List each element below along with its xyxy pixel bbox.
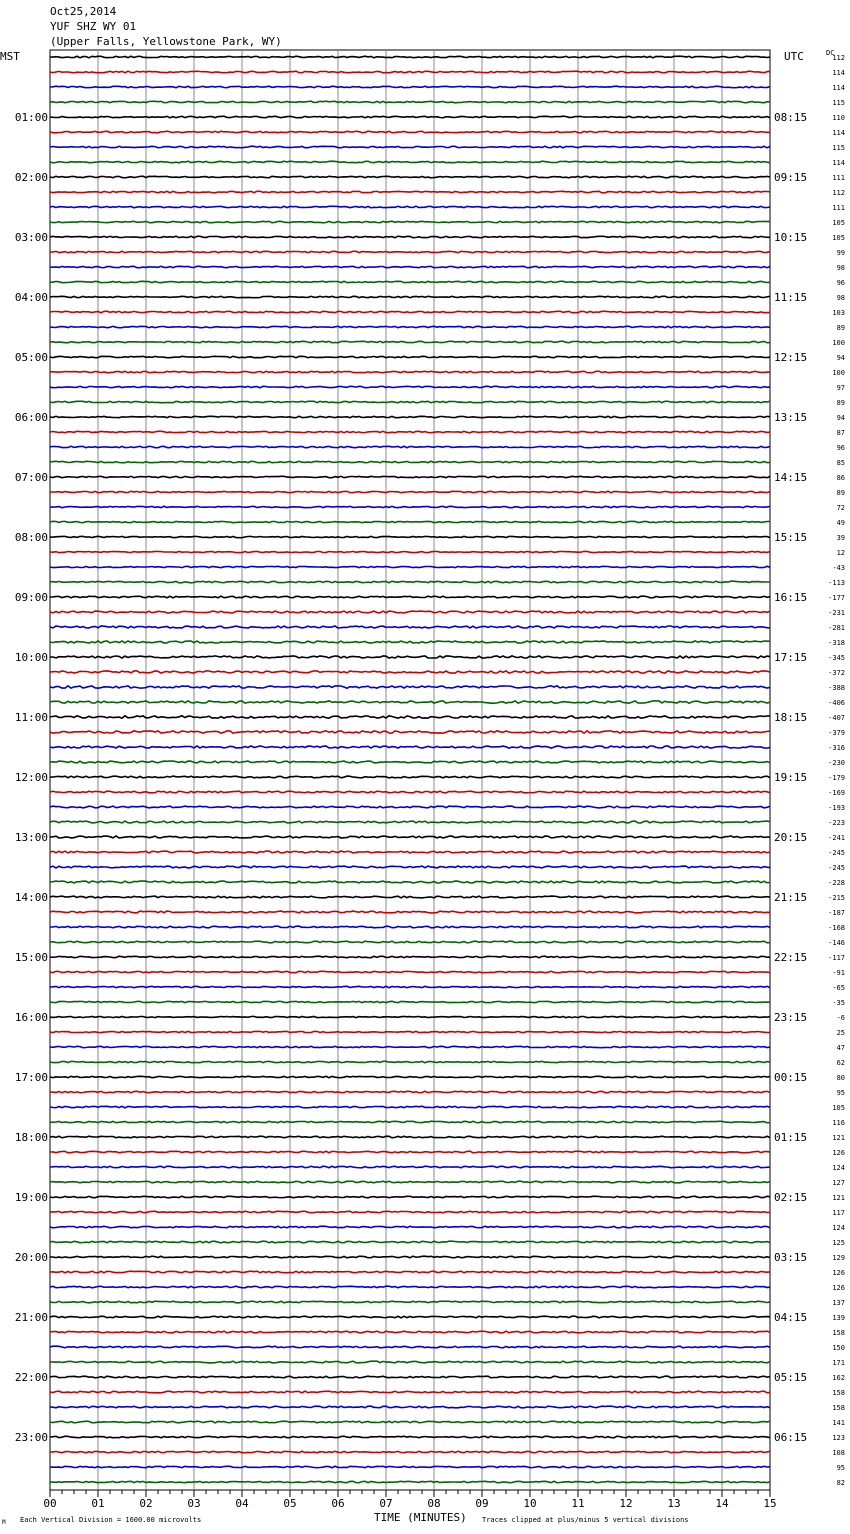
trace-line	[50, 1226, 770, 1228]
trace-line	[50, 1436, 770, 1438]
mst-hour-label: 18:00	[14, 1131, 48, 1144]
trace-line	[50, 1166, 770, 1168]
dc-value-label: 85	[836, 459, 845, 467]
trace-line	[50, 71, 770, 73]
trace-line	[50, 1451, 770, 1453]
dc-value-label: 121	[832, 1194, 845, 1202]
dc-value-label: 89	[836, 324, 845, 332]
trace-line	[50, 236, 770, 238]
dc-value-label: 111	[832, 174, 845, 182]
utc-hour-label: 17:15	[774, 651, 808, 664]
dc-value-label: 47	[836, 1044, 845, 1052]
x-tick-label: 08	[427, 1497, 441, 1510]
x-tick-label: 03	[187, 1497, 201, 1510]
utc-hour-label: 03:15	[774, 1251, 808, 1264]
trace-line	[50, 1076, 770, 1077]
dc-value-label: 62	[836, 1059, 845, 1067]
dc-value-label: -345	[828, 654, 845, 662]
trace-line	[50, 926, 770, 928]
trace-line	[50, 1406, 770, 1408]
dc-value-label: -245	[828, 849, 845, 857]
x-tick-label: 02	[139, 1497, 153, 1510]
dc-value-label: -281	[828, 624, 845, 632]
mst-hour-label: 22:00	[14, 1371, 48, 1384]
trace-line	[50, 191, 770, 193]
dc-value-label: 117	[832, 1209, 845, 1217]
dc-value-label: 49	[836, 519, 845, 527]
x-tick-label: 13	[667, 1497, 681, 1510]
dc-value-label: 98	[836, 294, 845, 302]
dc-value-label: 89	[836, 399, 845, 407]
dc-value-label: -179	[828, 774, 845, 782]
trace-line	[50, 656, 770, 658]
dc-value-label: -169	[828, 789, 845, 797]
trace-line	[50, 1106, 770, 1108]
dc-value-label: -187	[828, 909, 845, 917]
mst-hour-label: 15:00	[14, 951, 48, 964]
dc-value-label: 95	[836, 1464, 845, 1472]
trace-line	[50, 581, 770, 583]
trace-line	[50, 521, 770, 522]
trace-line	[50, 476, 770, 477]
dc-value-label: 99	[836, 249, 845, 257]
dc-label: DC	[826, 49, 835, 57]
utc-hour-label: 15:15	[774, 531, 808, 544]
utc-hour-label: 21:15	[774, 891, 808, 904]
utc-hour-label: 16:15	[774, 591, 808, 604]
dc-value-label: 100	[832, 369, 845, 377]
dc-value-label: 94	[836, 354, 845, 362]
trace-line	[50, 1091, 770, 1092]
utc-hour-label: 19:15	[774, 771, 808, 784]
scale-note: Each Vertical Division = 1600.00 microvolts	[20, 1516, 202, 1524]
mst-hour-label: 08:00	[14, 531, 48, 544]
trace-line	[50, 806, 770, 808]
trace-line	[50, 1256, 770, 1258]
utc-hour-label: 01:15	[774, 1131, 808, 1144]
trace-line	[50, 1001, 770, 1002]
corner-mark: M	[2, 1519, 6, 1526]
trace-line	[50, 1376, 770, 1378]
trace-line	[50, 986, 770, 987]
dc-value-label: -245	[828, 864, 845, 872]
mst-hour-label: 02:00	[14, 171, 48, 184]
trace-line	[50, 791, 770, 793]
dc-value-label: 108	[832, 1449, 845, 1457]
trace-line	[50, 341, 770, 342]
dc-value-label: 103	[832, 309, 845, 317]
dc-value-label: 158	[832, 1389, 845, 1397]
dc-value-label: 114	[832, 159, 845, 167]
trace-line	[50, 356, 770, 357]
trace-line	[50, 116, 770, 118]
utc-hour-label: 12:15	[774, 351, 808, 364]
utc-hour-label: 04:15	[774, 1311, 808, 1324]
trace-line	[50, 416, 770, 417]
x-tick-label: 00	[43, 1497, 57, 1510]
trace-line	[50, 671, 770, 673]
trace-line	[50, 626, 770, 628]
dc-value-label: 129	[832, 1254, 845, 1262]
dc-value-label: 171	[832, 1359, 845, 1367]
trace-line	[50, 641, 770, 643]
dc-value-label: 105	[832, 219, 845, 227]
dc-value-label: -388	[828, 684, 845, 692]
trace-line	[50, 971, 770, 972]
trace-line	[50, 1466, 770, 1467]
trace-line	[50, 161, 770, 163]
dc-value-label: 12	[836, 549, 845, 557]
dc-value-label: 123	[832, 1434, 845, 1442]
trace-line	[50, 1121, 770, 1123]
mst-hour-label: 06:00	[14, 411, 48, 424]
mst-hour-label: 13:00	[14, 831, 48, 844]
dc-value-label: -228	[828, 879, 845, 887]
trace-line	[50, 611, 770, 613]
x-tick-label: 07	[379, 1497, 393, 1510]
trace-line	[50, 1316, 770, 1318]
dc-value-label: 112	[832, 189, 845, 197]
trace-line	[50, 821, 770, 823]
mst-hour-label: 01:00	[14, 111, 48, 124]
utc-hour-label: 22:15	[774, 951, 808, 964]
trace-line	[50, 566, 770, 567]
utc-hour-label: 10:15	[774, 231, 808, 244]
dc-value-label: 114	[832, 69, 845, 77]
trace-line	[50, 86, 770, 88]
trace-line	[50, 941, 770, 943]
dc-value-label: -379	[828, 729, 845, 737]
trace-line	[50, 716, 770, 718]
trace-line	[50, 266, 770, 267]
trace-line	[50, 1211, 770, 1213]
dc-value-label: 126	[832, 1149, 845, 1157]
mst-hour-label: 11:00	[14, 711, 48, 724]
trace-line	[50, 131, 770, 133]
mst-hour-label: 10:00	[14, 651, 48, 664]
header-station: YUF SHZ WY 01	[50, 20, 137, 33]
mst-axis-label: MST	[0, 50, 20, 63]
trace-line	[50, 881, 770, 883]
utc-hour-label: 08:15	[774, 111, 808, 124]
mst-hour-label: 20:00	[14, 1251, 48, 1264]
dc-value-label: 87	[836, 429, 845, 437]
trace-line	[50, 701, 770, 703]
trace-line	[50, 431, 770, 432]
trace-line	[50, 776, 770, 778]
trace-line	[50, 101, 770, 103]
trace-line	[50, 911, 770, 913]
dc-value-label: 114	[832, 129, 845, 137]
dc-value-label: 121	[832, 1134, 845, 1142]
x-tick-label: 09	[475, 1497, 489, 1510]
dc-value-label: 158	[832, 1404, 845, 1412]
dc-value-label: 112	[832, 54, 845, 62]
dc-value-label: -223	[828, 819, 845, 827]
dc-value-label: -168	[828, 924, 845, 932]
dc-value-label: -117	[828, 954, 845, 962]
utc-axis-label: UTC	[784, 50, 804, 63]
trace-line	[50, 896, 770, 898]
dc-value-label: -65	[832, 984, 845, 992]
dc-value-label: 125	[832, 1239, 845, 1247]
trace-line	[50, 371, 770, 372]
dc-value-label: 124	[832, 1224, 845, 1232]
mst-hour-label: 09:00	[14, 591, 48, 604]
dc-value-label: 115	[832, 144, 845, 152]
utc-hour-label: 11:15	[774, 291, 808, 304]
dc-value-label: 126	[832, 1269, 845, 1277]
mst-hour-label: 19:00	[14, 1191, 48, 1204]
dc-value-label: -318	[828, 639, 845, 647]
dc-value-label: 141	[832, 1419, 845, 1427]
utc-hour-label: 02:15	[774, 1191, 808, 1204]
dc-value-label: -230	[828, 759, 845, 767]
trace-line	[50, 1286, 770, 1288]
dc-value-label: -43	[832, 564, 845, 572]
dc-value-label: 39	[836, 534, 845, 542]
dc-value-label: 114	[832, 84, 845, 92]
dc-value-label: 89	[836, 489, 845, 497]
utc-hour-label: 06:15	[774, 1431, 808, 1444]
trace-line	[50, 1421, 770, 1423]
dc-value-label: 96	[836, 279, 845, 287]
dc-value-label: 126	[832, 1284, 845, 1292]
trace-line	[50, 956, 770, 958]
utc-hour-label: 18:15	[774, 711, 808, 724]
dc-value-label: -407	[828, 714, 845, 722]
trace-line	[50, 251, 770, 252]
dc-value-label: 80	[836, 1074, 845, 1082]
dc-value-label: -177	[828, 594, 845, 602]
utc-hour-label: 13:15	[774, 411, 808, 424]
trace-line	[50, 221, 770, 223]
x-tick-label: 15	[763, 1497, 777, 1510]
utc-hour-label: 14:15	[774, 471, 808, 484]
trace-line	[50, 506, 770, 507]
dc-value-label: 98	[836, 264, 845, 272]
trace-line	[50, 1361, 770, 1363]
x-tick-label: 12	[619, 1497, 633, 1510]
x-tick-label: 05	[283, 1497, 297, 1510]
x-tick-label: 14	[715, 1497, 729, 1510]
trace-line	[50, 1241, 770, 1243]
dc-value-label: 100	[832, 339, 845, 347]
dc-value-label: 105	[832, 1104, 845, 1112]
mst-hour-label: 07:00	[14, 471, 48, 484]
trace-line	[50, 1031, 770, 1032]
dc-value-label: 95	[836, 1089, 845, 1097]
trace-line	[50, 596, 770, 598]
x-tick-label: 06	[331, 1497, 345, 1510]
dc-value-label: 25	[836, 1029, 845, 1037]
dc-value-label: -91	[832, 969, 845, 977]
utc-hour-label: 23:15	[774, 1011, 808, 1024]
mst-hour-label: 23:00	[14, 1431, 48, 1444]
trace-line	[50, 326, 770, 327]
trace-line	[50, 836, 770, 838]
mst-hour-label: 17:00	[14, 1071, 48, 1084]
trace-line	[50, 491, 770, 492]
mst-hour-label: 14:00	[14, 891, 48, 904]
x-axis-title: TIME (MINUTES)	[374, 1511, 467, 1524]
trace-line	[50, 1016, 770, 1017]
dc-value-label: 150	[832, 1344, 845, 1352]
trace-line	[50, 401, 770, 402]
trace-line	[50, 176, 770, 178]
dc-value-label: -6	[836, 1014, 845, 1022]
trace-line	[50, 731, 770, 733]
trace-line	[50, 761, 770, 763]
trace-line	[50, 851, 770, 853]
dc-value-label: -406	[828, 699, 845, 707]
mst-hour-label: 16:00	[14, 1011, 48, 1024]
mst-hour-label: 04:00	[14, 291, 48, 304]
trace-line	[50, 311, 770, 313]
dc-value-label: 96	[836, 444, 845, 452]
trace-line	[50, 146, 770, 148]
mst-hour-label: 21:00	[14, 1311, 48, 1324]
trace-line	[50, 386, 770, 387]
dc-value-label: -241	[828, 834, 845, 842]
dc-value-label: 158	[832, 1329, 845, 1337]
trace-line	[50, 1481, 770, 1482]
dc-value-label: 97	[836, 384, 845, 392]
trace-line	[50, 686, 770, 688]
trace-line	[50, 296, 770, 297]
clip-note: Traces clipped at plus/minus 5 vertical divisions	[482, 1516, 689, 1524]
x-tick-label: 01	[91, 1497, 105, 1510]
dc-value-label: -372	[828, 669, 845, 677]
dc-value-label: -146	[828, 939, 845, 947]
dc-value-label: 110	[832, 114, 845, 122]
trace-line	[50, 536, 770, 537]
trace-line	[50, 1331, 770, 1333]
trace-line	[50, 1271, 770, 1273]
mst-hour-label: 03:00	[14, 231, 48, 244]
trace-line	[50, 1196, 770, 1198]
trace-line	[50, 1346, 770, 1348]
mst-hour-label: 05:00	[14, 351, 48, 364]
dc-value-label: 94	[836, 414, 845, 422]
trace-line	[50, 1181, 770, 1183]
trace-line	[50, 551, 770, 552]
dc-value-label: -193	[828, 804, 845, 812]
dc-value-label: 115	[832, 99, 845, 107]
dc-value-label: -316	[828, 744, 845, 752]
x-tick-label: 11	[571, 1497, 585, 1510]
dc-value-label: 86	[836, 474, 845, 482]
dc-value-label: -35	[832, 999, 845, 1007]
dc-value-label: 105	[832, 234, 845, 242]
dc-value-label: 111	[832, 204, 845, 212]
x-tick-label: 04	[235, 1497, 249, 1510]
dc-value-label: -215	[828, 894, 845, 902]
mst-hour-label: 12:00	[14, 771, 48, 784]
trace-line	[50, 461, 770, 462]
trace-line	[50, 1391, 770, 1393]
dc-value-label: 82	[836, 1479, 845, 1487]
trace-line	[50, 866, 770, 868]
dc-value-label: 162	[832, 1374, 845, 1382]
dc-value-label: -113	[828, 579, 845, 587]
utc-hour-label: 05:15	[774, 1371, 808, 1384]
dc-value-label: 72	[836, 504, 845, 512]
dc-value-label: 137	[832, 1299, 845, 1307]
dc-value-label: 124	[832, 1164, 845, 1172]
trace-line	[50, 281, 770, 282]
dc-value-label: 139	[832, 1314, 845, 1322]
dc-value-label: 127	[832, 1179, 845, 1187]
utc-hour-label: 09:15	[774, 171, 808, 184]
trace-line	[50, 1046, 770, 1047]
trace-line	[50, 1301, 770, 1303]
utc-hour-label: 20:15	[774, 831, 808, 844]
x-tick-label: 10	[523, 1497, 537, 1510]
trace-line	[50, 56, 770, 58]
trace-line	[50, 446, 770, 447]
trace-line	[50, 746, 770, 748]
header-location: (Upper Falls, Yellowstone Park, WY)	[50, 35, 282, 48]
dc-value-label: -231	[828, 609, 845, 617]
trace-line	[50, 1136, 770, 1138]
utc-hour-label: 00:15	[774, 1071, 808, 1084]
dc-value-label: 116	[832, 1119, 845, 1127]
trace-line	[50, 1061, 770, 1062]
trace-line	[50, 1151, 770, 1153]
trace-line	[50, 206, 770, 208]
header-date: Oct25,2014	[50, 5, 117, 18]
